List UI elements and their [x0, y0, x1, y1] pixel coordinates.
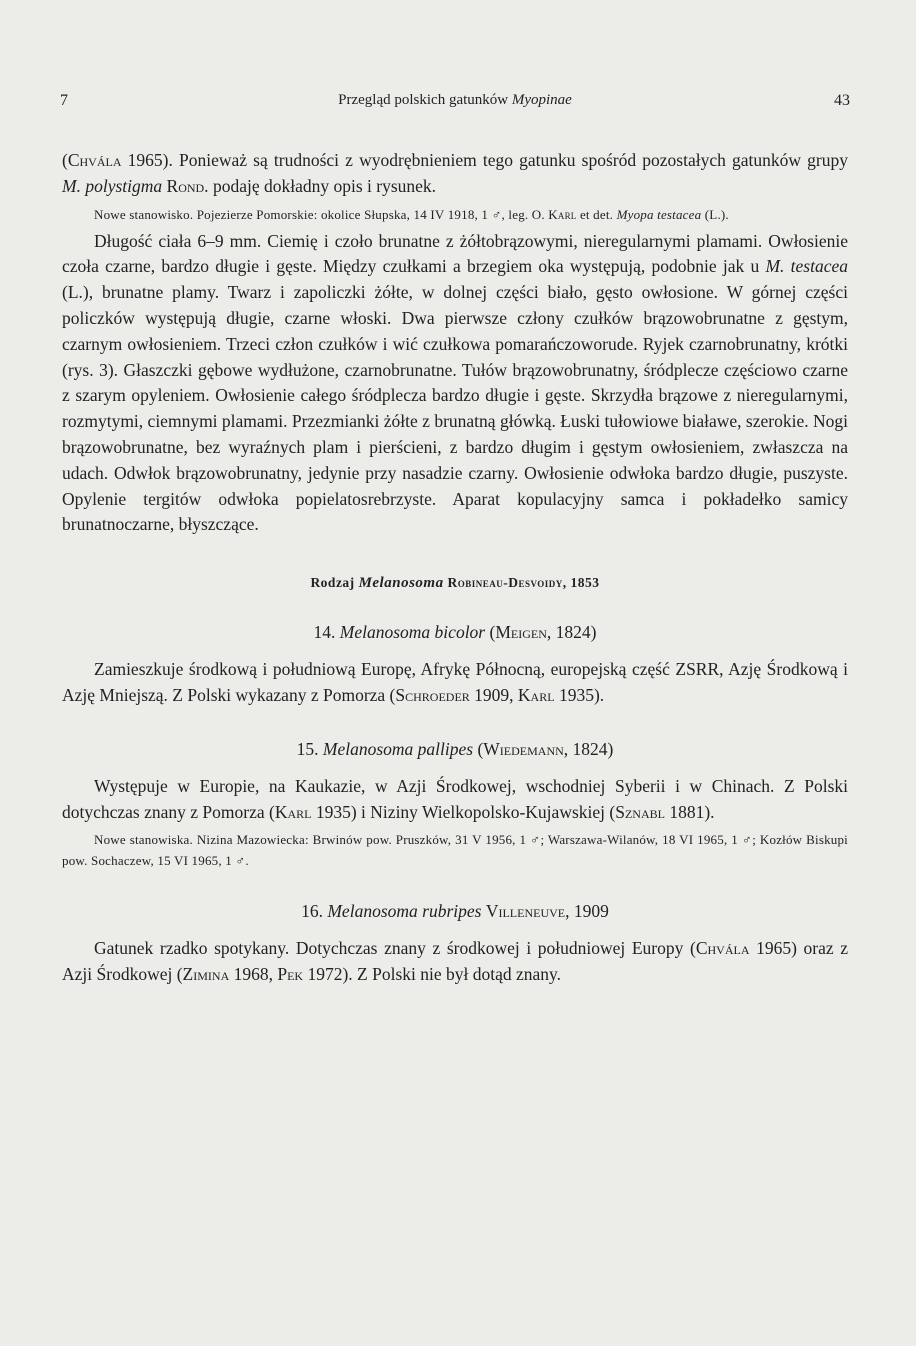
- text-run: 1935).: [554, 684, 605, 705]
- page-number-left: 7: [60, 92, 68, 109]
- species-number: 15.: [296, 738, 323, 759]
- text-run: (L.), brunatne plamy. Twarz i zapoliczki żółte, w dolnej części biało, gęsto owłosione. W górnej części policzków występują długie, czarne włoski. Dwa pierwsze człony czułków brązowobrunatne z gęstym, czarnym owłosieniem. Trzeci człon czułków i wić czułkowa pomarańczoworude. Ryjek czarnobrunatny, krótki (rys. 3). Głaszczki gębowe wydłużone, czarnobrunatne. Tułów brązowobrunatny, śródplecze częściowo czarne z szarym opyleniem. Owłosienie całego śródplecza bardzo długie i gęste. Skrzydła brązowe z nieregularnymi, rozmytymi, ciemnymi plamami. Przezmianki żółte z brunatną główką. Łuski tułowiowe białawe, szerokie. Nogi brązowobrunatne, bez wyraźnych plam i pierścieni, z bardzo długim i gęstym owłosieniem, zwłaszcza na udach. Odwłok brązowobrunatny, jedynie przy nasadzie czarny. Owłosienie odwłoka bardzo długie, puszyste. Opylenie tergitów odwłoka popielatosrebrzyste. Aparat kopulacyjny samca i pokładełko samicy brunatnoczarne, błyszczące.: [62, 282, 848, 535]
- species-heading: [62, 739, 848, 760]
- text-run: 1909,: [469, 684, 518, 705]
- page-content: [62, 148, 848, 988]
- genus-year: , 1853: [562, 575, 600, 591]
- species-name: Melanosoma bicolor: [339, 622, 486, 643]
- text-run: 1972). Z Polski nie był dotąd znany.: [303, 964, 562, 985]
- species-number: 14.: [313, 622, 340, 643]
- author-name: Zimina: [182, 964, 230, 985]
- species-distribution-paragraph: [62, 936, 848, 988]
- author-name: Pek: [277, 964, 304, 985]
- species-distribution-paragraph: [62, 774, 848, 826]
- genus-author: Robineau-Desvoidy: [447, 575, 563, 591]
- text-run: 1965). Ponieważ są trudności z wyodrębnieniem tego gatunku spośród pozostałych gatunków grupy: [121, 150, 848, 170]
- text-run: Długość ciała 6–9 mm. Ciemię i czoło brunatne z żółtobrązowymi, nieregularnymi plamami. Owłosienie czoła czarne, bardzo długie i gęste. Między czułkami a brzegiem oka występują, podobnie jak u: [62, 230, 848, 277]
- text-run: Gatunek rzadko spotykany. Dotychczas znany z środkowej i południowej Europy (: [94, 938, 696, 959]
- author-name: Karl: [548, 206, 577, 222]
- text-run: Nowe stanowisko. Pojezierze Pomorskie: okolice Słupska, 14 IV 1918, 1 ♂, leg. O.: [94, 206, 549, 222]
- text-run: Nowe stanowiska. Nizina Mazowiecka: Brwinów pow. Pruszków, 31 V 1956, 1 ♂; Warszawa-Wilanów, 18 VI 1965, 1 ♂; Kozłów Biskupi pow. Sochaczew, 15 VI 1965, 1 ♂.: [62, 832, 848, 869]
- text-run: (: [62, 150, 68, 170]
- species-name: M. polystigma: [62, 175, 163, 196]
- species-name: M. testacea: [765, 256, 849, 277]
- description-paragraph: [62, 229, 848, 539]
- genus-name: Melanosoma: [358, 575, 444, 592]
- text-run: , 1824): [563, 738, 614, 759]
- species-number: 16.: [301, 901, 328, 922]
- author-name: Karl: [274, 801, 312, 822]
- text-run: et det.: [576, 206, 617, 222]
- species-distribution-paragraph: [62, 657, 848, 709]
- text-run: (L.).: [701, 206, 729, 222]
- running-title-subfamily: Myopinae: [511, 92, 572, 108]
- new-locality-paragraph: [62, 204, 848, 225]
- species-name: Melanosoma pallipes: [322, 738, 474, 759]
- new-locality-paragraph: [62, 829, 848, 871]
- page-number-right: 43: [834, 92, 850, 109]
- species-author: Villeneuve: [485, 901, 566, 922]
- text-run: (: [485, 622, 496, 643]
- page-header: [60, 92, 850, 116]
- text-run: , 1824): [546, 622, 597, 643]
- author-name: Chvála: [695, 938, 750, 959]
- intro-paragraph: [62, 148, 848, 200]
- genus-heading: [62, 575, 848, 592]
- text-run: Zamieszkuje środkową i południową Europę, Afrykę Północną, europejską część ZSRR, Azję Środkową i Azję Mniejszą. Z Polski wykazany z Pomorza (: [62, 659, 848, 705]
- text-run: Występuje w Europie, na Kaukazie, w Azji Środkowej, wschodniej Syberii i w Chinach. Z Polski dotychczas znany z Pomorza (: [62, 775, 848, 822]
- running-title: [60, 92, 850, 109]
- text-run: , 1909: [565, 901, 609, 922]
- text-run: 1881).: [664, 801, 715, 822]
- author-name: Schroeder: [395, 684, 470, 705]
- text-run: 1965) oraz z Azji Środkowej (: [62, 938, 848, 985]
- author-name: Karl: [517, 684, 555, 705]
- species-heading: [62, 901, 848, 922]
- species-name: Melanosoma rubripes: [327, 901, 482, 922]
- text-run: 1968,: [229, 964, 278, 985]
- author-name: Rond.: [166, 175, 209, 196]
- genus-label: Rodzaj: [310, 575, 359, 591]
- text-run: 1935) i Niziny Wielkopolsko-Kujawskiej (: [311, 801, 616, 822]
- text-run: podaję dokładny opis i rysunek.: [208, 175, 437, 196]
- species-heading: [62, 622, 848, 643]
- author-name: Chvála: [67, 150, 122, 170]
- species-name: Myopa testacea: [616, 206, 702, 222]
- running-title-text: Przegląd polskich gatunków: [338, 92, 512, 108]
- author-name: Sznabl: [615, 801, 665, 822]
- species-author: Meigen: [495, 622, 547, 643]
- text-run: (: [473, 738, 484, 759]
- species-author: Wiedemann: [483, 738, 564, 759]
